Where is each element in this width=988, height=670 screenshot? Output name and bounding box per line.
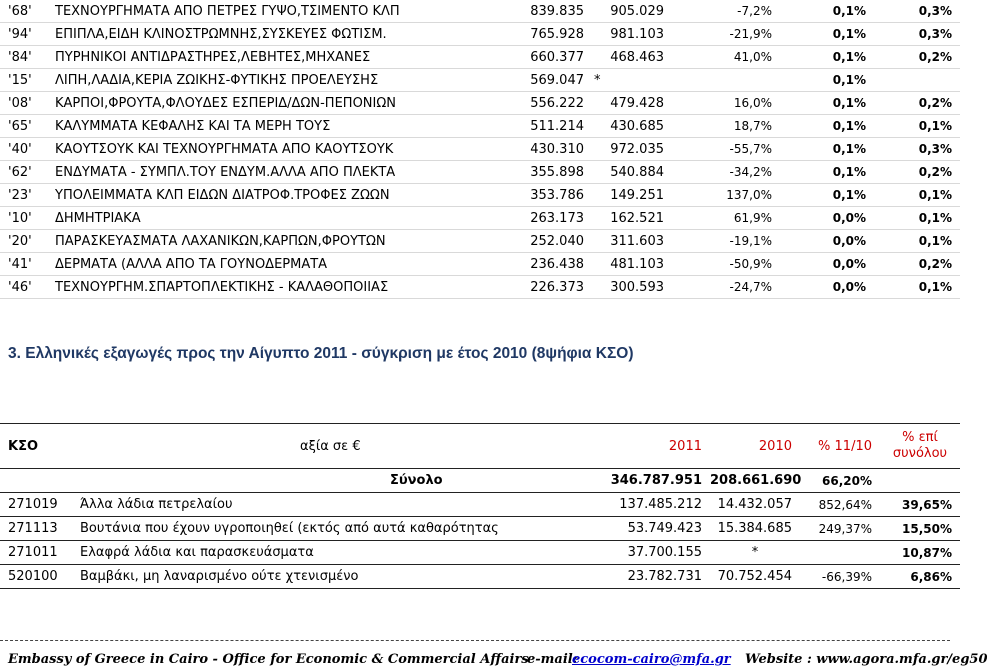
product-description: Βουτάνια που έχουν υγροποιηθεί (εκτός από αυτά καθαρότητας xyxy=(80,517,600,541)
share-first: 0,0% xyxy=(780,207,874,230)
value-first: 355.898 xyxy=(510,161,590,184)
top-products-body xyxy=(0,0,960,299)
header-2010: 2010 xyxy=(710,424,800,469)
value-second: 311.603 xyxy=(590,230,670,253)
change-percent: -34,2% xyxy=(670,161,780,184)
share-first: 0,1% xyxy=(780,138,874,161)
product-code: '46' xyxy=(0,276,47,299)
product-code: '20' xyxy=(0,230,47,253)
value-first: 660.377 xyxy=(510,46,590,69)
product-description: Ελαφρά λάδια και παρασκευάσματα xyxy=(80,541,600,565)
product-code: '84' xyxy=(0,46,47,69)
value-second: 981.103 xyxy=(590,23,670,46)
share-first: 0,1% xyxy=(780,184,874,207)
table-row xyxy=(0,541,960,565)
value-2011: 23.782.731 xyxy=(600,565,710,589)
change-percent: -21,9% xyxy=(670,23,780,46)
value-first: 839.835 xyxy=(510,0,590,23)
value-2010: * xyxy=(710,541,800,565)
share-first: 0,1% xyxy=(780,161,874,184)
value-second: 905.029 xyxy=(590,0,670,23)
change-percent: 249,37% xyxy=(800,517,880,541)
share-second: 0,2% xyxy=(874,92,960,115)
exports-header-row xyxy=(0,424,960,469)
share-of-total: 39,65% xyxy=(880,493,960,517)
change-percent: 41,0% xyxy=(670,46,780,69)
product-code: '65' xyxy=(0,115,47,138)
total-label: Σύνολο xyxy=(80,469,600,493)
value-second: 162.521 xyxy=(590,207,670,230)
share-second: 0,1% xyxy=(874,230,960,253)
change-percent: 852,64% xyxy=(800,493,880,517)
footer xyxy=(0,652,988,670)
kso-code: 271019 xyxy=(0,493,80,517)
value-second: 481.103 xyxy=(590,253,670,276)
value-2011: 137.485.212 xyxy=(600,493,710,517)
change-percent xyxy=(670,69,780,92)
change-percent: -50,9% xyxy=(670,253,780,276)
share-first: 0,0% xyxy=(780,276,874,299)
product-description: ΠΑΡΑΣΚΕΥΑΣΜΑΤΑ ΛΑΧΑΝΙΚΩΝ,ΚΑΡΠΩΝ,ΦΡΟΥΤΩΝ xyxy=(47,230,510,253)
value-second: 540.884 xyxy=(590,161,670,184)
footer-website: Website : www.agora.mfa.gr/eg50 xyxy=(745,652,988,667)
share-second: 0,2% xyxy=(874,46,960,69)
value-second: 149.251 xyxy=(590,184,670,207)
exports-body xyxy=(0,493,960,589)
value-first: 353.786 xyxy=(510,184,590,207)
value-first: 252.040 xyxy=(510,230,590,253)
section-heading: 3. Ελληνικές εξαγωγές προς την Αίγυπτο 2011 - σύγκριση με έτος 2010 (8ψήφια ΚΣΟ) xyxy=(8,345,634,362)
value-second: 479.428 xyxy=(590,92,670,115)
product-description: ΠΥΡΗΝΙΚΟΙ ΑΝΤΙΔΡΑΣΤΗΡΕΣ,ΛΕΒΗΤΕΣ,ΜΗΧΑΝΕΣ xyxy=(47,46,510,69)
share-first: 0,1% xyxy=(780,23,874,46)
product-code: '15' xyxy=(0,69,47,92)
footer-email-link[interactable]: ecocom-cairo@mfa.gr xyxy=(572,652,731,667)
value-2010: 15.384.685 xyxy=(710,517,800,541)
share-second: 0,2% xyxy=(874,253,960,276)
share-of-total: 15,50% xyxy=(880,517,960,541)
product-description: ΔΕΡΜΑΤΑ (ΑΛΛΑ ΑΠΟ ΤΑ ΓΟΥΝΟΔΕΡΜΑΤΑ xyxy=(47,253,510,276)
value-first: 511.214 xyxy=(510,115,590,138)
value-2011: 53.749.423 xyxy=(600,517,710,541)
share-first: 0,0% xyxy=(780,253,874,276)
value-2010: 14.432.057 xyxy=(710,493,800,517)
value-2011: 37.700.155 xyxy=(600,541,710,565)
header-kso: ΚΣΟ xyxy=(0,424,80,469)
table-row xyxy=(0,565,960,589)
header-share-line2: συνόλου xyxy=(892,446,948,461)
value-first: 430.310 xyxy=(510,138,590,161)
share-second: 0,1% xyxy=(874,184,960,207)
table-row xyxy=(0,230,960,253)
value-second: * xyxy=(590,69,670,92)
share-first: 0,1% xyxy=(780,46,874,69)
product-description: ΤΕΧΝΟΥΡΓΗΜ.ΣΠΑΡΤΟΠΛΕΚΤΙΚΗΣ - ΚΑΛΑΘΟΠΟΙΙΑΣ xyxy=(47,276,510,299)
header-share-line1: % επί xyxy=(902,430,938,445)
product-description: ΚΑΟΥΤΣΟΥΚ ΚΑΙ ΤΕΧΝΟΥΡΓΗΜΑΤΑ ΑΠΟ ΚΑΟΥΤΣΟΥΚ xyxy=(47,138,510,161)
value-second: 430.685 xyxy=(590,115,670,138)
share-second: 0,2% xyxy=(874,161,960,184)
share-second: 0,3% xyxy=(874,0,960,23)
change-percent: -7,2% xyxy=(670,0,780,23)
share-second: 0,3% xyxy=(874,23,960,46)
product-code: '23' xyxy=(0,184,47,207)
value-first: 556.222 xyxy=(510,92,590,115)
share-of-total: 6,86% xyxy=(880,565,960,589)
table-row xyxy=(0,46,960,69)
share-of-total: 10,87% xyxy=(880,541,960,565)
table-row xyxy=(0,493,960,517)
share-first: 0,1% xyxy=(780,92,874,115)
footer-email-label: e-mail: xyxy=(527,652,578,667)
change-percent: 61,9% xyxy=(670,207,780,230)
product-code: '08' xyxy=(0,92,47,115)
product-description: ΚΑΛΥΜΜΑΤΑ ΚΕΦΑΛΗΣ ΚΑΙ ΤΑ ΜΕΡΗ ΤΟΥΣ xyxy=(47,115,510,138)
share-second xyxy=(874,69,960,92)
product-description: ΤΕΧΝΟΥΡΓΗΜΑΤΑ ΑΠΟ ΠΕΤΡΕΣ ΓΥΨΟ,ΤΣΙΜΕΝΤΟ ΚΛΠ xyxy=(47,0,510,23)
kso-code: 271113 xyxy=(0,517,80,541)
share-second: 0,1% xyxy=(874,276,960,299)
table-row xyxy=(0,92,960,115)
product-code: '68' xyxy=(0,0,47,23)
product-description: ΕΠΙΠΛΑ,ΕΙΔΗ ΚΛΙΝΟΣΤΡΩΜΝΗΣ,ΣΥΣΚΕΥΕΣ ΦΩΤΙΣΜ. xyxy=(47,23,510,46)
share-first: 0,1% xyxy=(780,0,874,23)
value-first: 765.928 xyxy=(510,23,590,46)
kso-code: 520100 xyxy=(0,565,80,589)
share-first: 0,0% xyxy=(780,230,874,253)
change-percent: 18,7% xyxy=(670,115,780,138)
value-second: 300.593 xyxy=(590,276,670,299)
table-row xyxy=(0,184,960,207)
table-row xyxy=(0,138,960,161)
share-first: 0,1% xyxy=(780,69,874,92)
header-share xyxy=(880,424,960,469)
table-row xyxy=(0,115,960,138)
product-description: ΔΗΜΗΤΡΙΑΚΑ xyxy=(47,207,510,230)
share-first: 0,1% xyxy=(780,115,874,138)
change-percent: -55,7% xyxy=(670,138,780,161)
change-percent: -24,7% xyxy=(670,276,780,299)
product-description: ΕΝΔΥΜΑΤΑ - ΣΥΜΠΛ.ΤΟΥ ΕΝΔΥΜ.ΑΛΛΑ ΑΠΟ ΠΛΕΚΤΑ xyxy=(47,161,510,184)
value-first: 226.373 xyxy=(510,276,590,299)
table-row xyxy=(0,23,960,46)
header-2011: 2011 xyxy=(600,424,710,469)
product-description: Άλλα λάδια πετρελαίου xyxy=(80,493,600,517)
kso-code: 271011 xyxy=(0,541,80,565)
top-products-table xyxy=(0,0,960,299)
value-first: 263.173 xyxy=(510,207,590,230)
change-percent: 16,0% xyxy=(670,92,780,115)
table-row xyxy=(0,161,960,184)
product-code: '94' xyxy=(0,23,47,46)
product-description: ΛΙΠΗ,ΛΑΔΙΑ,ΚΕΡΙΑ ΖΩΙΚΗΣ-ΦΥΤΙΚΗΣ ΠΡΟΕΛΕΥΣΗΣ xyxy=(47,69,510,92)
product-code: '10' xyxy=(0,207,47,230)
product-code: '40' xyxy=(0,138,47,161)
value-first: 569.047 xyxy=(510,69,590,92)
product-code: '41' xyxy=(0,253,47,276)
change-percent xyxy=(800,541,880,565)
footer-embassy: Embassy of Greece in Cairo - Office for Economic & Commercial Affairs xyxy=(8,652,529,667)
product-code: '62' xyxy=(0,161,47,184)
value-2010: 70.752.454 xyxy=(710,565,800,589)
product-description: Βαμβάκι, μη λαναρισμένο ούτε χτενισμένο xyxy=(80,565,600,589)
table-row xyxy=(0,276,960,299)
table-row xyxy=(0,253,960,276)
value-first: 236.438 xyxy=(510,253,590,276)
change-percent: -66,39% xyxy=(800,565,880,589)
exports-table xyxy=(0,423,960,589)
product-description: ΚΑΡΠΟΙ,ΦΡΟΥΤΑ,ΦΛΟΥΔΕΣ ΕΣΠΕΡΙΔ/ΔΩΝ-ΠΕΠΟΝΙΩΝ xyxy=(47,92,510,115)
share-second: 0,3% xyxy=(874,138,960,161)
table-row xyxy=(0,0,960,23)
value-second: 468.463 xyxy=(590,46,670,69)
table-row xyxy=(0,207,960,230)
exports-total-row xyxy=(0,469,960,493)
change-percent: -19,1% xyxy=(670,230,780,253)
header-value-eur: αξία σε € xyxy=(80,424,600,469)
share-second: 0,1% xyxy=(874,115,960,138)
footer-divider xyxy=(0,640,950,641)
product-description: ΥΠΟΛΕΙΜΜΑΤΑ ΚΛΠ ΕΙΔΩΝ ΔΙΑΤΡΟΦ.ΤΡΟΦΕΣ ΖΩΩΝ xyxy=(47,184,510,207)
value-second: 972.035 xyxy=(590,138,670,161)
table-row xyxy=(0,517,960,541)
table-row xyxy=(0,69,960,92)
total-change: 66,20% xyxy=(800,469,880,493)
total-2011: 346.787.951 xyxy=(600,469,710,493)
change-percent: 137,0% xyxy=(670,184,780,207)
header-change: % 11/10 xyxy=(800,424,880,469)
share-second: 0,1% xyxy=(874,207,960,230)
total-2010: 208.661.690 xyxy=(710,469,800,493)
